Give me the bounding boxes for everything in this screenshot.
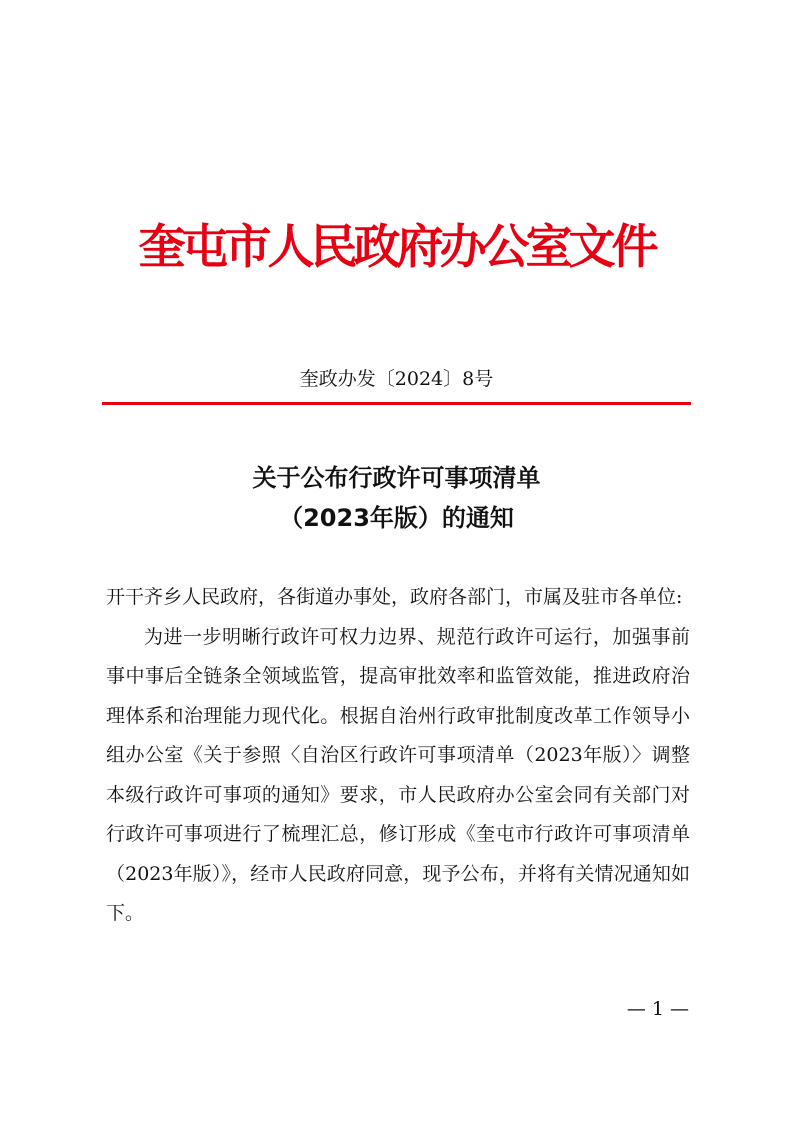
notice-title-line1: 关于公布行政许可事项清单 xyxy=(252,464,541,492)
red-divider-line xyxy=(102,402,691,405)
document-number: 奎政办发〔2024〕8号 xyxy=(299,368,494,390)
page-number: — 1 — xyxy=(626,998,689,1020)
body-paragraph: 为进一步明晰行政许可权力边界、规范行政许可运行，加强事前事中事后全链条全领域监管，提高审批效率和监管效能，推进政府治理体系和治理能力现代化。根据自治州行政审批制度改革工作领导小组办公室《关于参照〈自治区行政许可事项清单（2023年版）〉调整本级行政许可事项的通知》要求，市人民政府办公室会同有关部门对行政许可事项进行了梳理汇总，修订形成《奎屯市行政许可事项清单（2023年版）》，经市人民政府同意，现予公布，并将有关情况通知如下。 xyxy=(106,625,690,924)
notice-title-line2: （2023年版）的通知 xyxy=(279,504,514,532)
document-body xyxy=(106,578,690,934)
addressee-line: 开干齐乡人民政府，各街道办事处，政府各部门，市属及驻市各单位: xyxy=(106,586,683,608)
notice-title xyxy=(0,458,793,538)
masthead-title: 奎屯市人民政府办公室文件 xyxy=(138,220,655,275)
